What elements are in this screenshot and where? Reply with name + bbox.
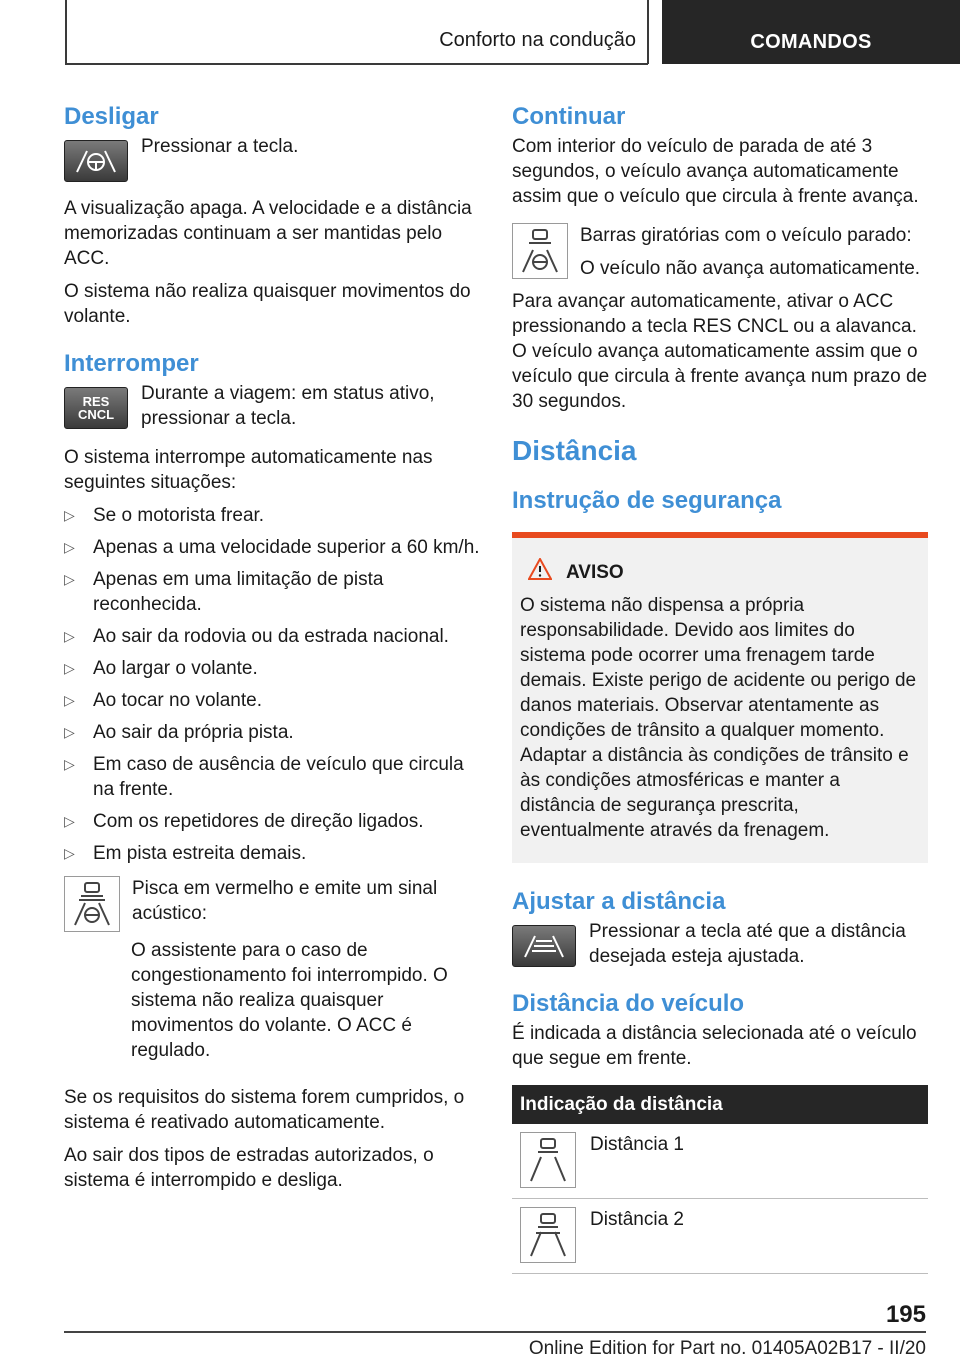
table-row [512,1124,928,1199]
triangle-bullet-icon: ▷ [64,571,75,587]
interromper-key-row [64,381,480,431]
list-item-text: Ao sair da própria pista. [93,722,294,743]
heading-distancia: Distância [512,435,637,466]
header-rule-right [647,0,649,64]
header-rule-bottom [65,63,648,65]
list-item [64,503,480,528]
interromper-paragraph-1: Se os requisitos do sistema forem cumpridos, o sistema é reativado automaticamente. [64,1087,465,1133]
right-column [512,100,928,1274]
interromper-pict-row [64,876,480,932]
list-item [64,841,480,866]
interromper-key-text: Durante a viagem: em status ativo, pressionar a tecla. [141,383,435,429]
traffic-jam-assistant-bars-icon [512,223,568,279]
continuar-pict-text-3: Para avançar automaticamente, ativar o ACC pressionando a tecla RES CNCL ou a alavanca. O veículo avança automaticamente assim que o veículo que circula à frente avança num prazo de 30 segundos. [512,291,928,412]
triangle-bullet-icon: ▷ [64,507,75,523]
desligar-paragraph-2: O sistema não realiza quaisquer movimentos do volante. [64,281,471,327]
ajustar-key-row [512,919,928,969]
triangle-bullet-icon: ▷ [64,724,75,740]
list-item-text: Apenas em uma limitação de pista reconhecida. [93,569,384,615]
footer-edition: Online Edition for Part no. 01405A02B17 - II/20 [528,1338,926,1359]
list-item [64,567,480,617]
traffic-jam-assistant-red-icon [64,876,120,932]
list-item [64,720,480,745]
cncl-key-label: CNCL [77,407,115,422]
continuar-pict-text-2: O veículo não avança automaticamente. [580,258,921,279]
list-item [64,656,480,681]
warning-label: AVISO [566,562,624,583]
heading-distancia-veiculo: Distância do veículo [512,990,745,1017]
heading-instrucao-seguranca: Instrução de segurança [512,487,782,514]
steering-assist-key-icon [64,140,128,182]
triangle-bullet-icon: ▷ [64,756,75,772]
heading-continuar: Continuar [512,103,626,130]
list-item-text: Se o motorista frear. [93,505,265,526]
desligar-key-text: Pressionar a tecla. [141,136,299,157]
distancia-veiculo-text: É indicada a distância selecionada até o veículo que segue em frente. [512,1023,917,1069]
left-column [64,100,480,1193]
list-item-text: Ao sair da rodovia ou da estrada nacional. [93,626,449,647]
table-row [512,1199,928,1274]
header-rule-left [65,0,67,64]
table-header: Indicação da distância [512,1085,928,1124]
triangle-bullet-icon: ▷ [64,845,75,861]
triangle-bullet-icon: ▷ [64,692,75,708]
triangle-bullet-icon: ▷ [64,660,75,676]
interromper-pict-text-2: O assistente para o caso de congestionamento foi interrompido. O sistema não realiza quaisquer movimentos do volante. O ACC é regulado. [131,940,448,1061]
triangle-bullet-icon: ▷ [64,813,75,829]
ajustar-key-text: Pressionar a tecla até que a distância desejada esteja ajustada. [589,921,906,967]
list-item-text: Em caso de ausência de veículo que circula na frente. [93,754,464,800]
list-item-text: Apenas a uma velocidade superior a 60 km/h. [93,537,480,558]
list-item [64,688,480,713]
page-number: 195 [885,1301,926,1328]
footer-rule [64,1331,926,1333]
list-item-text: Ao tocar no volante. [93,690,262,711]
triangle-bullet-icon: ▷ [64,539,75,555]
list-item [64,752,480,802]
warning-text: O sistema não dispensa a própria responsabilidade. Devido aos limites do sistema pode ocorrer uma frenagem tarde demais. Existe perigo de acidente ou perigo de danos materiais. Observar atentamente as condições de trânsito a qualquer momento. Adaptar a distância às condições de trânsito e às condições atmosféricas e manter a distância de segurança prescrita, eventualmente através da frenagem. [520,595,917,841]
res-cncl-key-icon [64,387,128,429]
continuar-paragraph-1: Com interior do veículo de parada de até 3 segundos, o veículo avança automaticamente assim que o veículo que circula à frente avança. [512,136,919,207]
list-item [64,535,480,560]
interromper-paragraph-2: Ao sair dos tipos de estradas autorizados, o sistema é interrompido e desliga. [64,1145,434,1191]
list-item-text: Ao largar o volante. [93,658,258,679]
triangle-bullet-icon: ▷ [64,628,75,644]
interromper-pict-text-1: Pisca em vermelho e emite um sinal acústico: [132,878,438,924]
interrupt-conditions-list [64,503,480,866]
header-chapter-tab[interactable]: COMANDOS [662,0,960,64]
warning-title [520,558,920,587]
heading-ajustar-distancia: Ajustar a distância [512,888,726,915]
list-item-text: Em pista estreita demais. [93,843,307,864]
heading-interromper: Interromper [64,350,199,377]
warning-triangle-icon [528,558,552,587]
warning-box [512,532,928,863]
list-item [64,809,480,834]
list-item [64,624,480,649]
heading-desligar: Desligar [64,103,159,130]
continuar-pict-row [512,223,928,281]
desligar-key-row [64,134,480,182]
header-section-title: Conforto na condução [439,29,636,51]
distance-indication-table [512,1085,928,1274]
table-cell-distance-1: Distância 1 [590,1134,684,1155]
list-item-text: Com os repetidores de direção ligados. [93,811,424,832]
desligar-paragraph-1: A visualização apaga. A velocidade e a distância memorizadas continuam a ser mantidas pelo ACC. [64,198,472,269]
distance-1-icon [520,1132,576,1188]
res-key-label: RES [82,394,110,409]
distance-2-icon [520,1207,576,1263]
continuar-pict-text-1: Barras giratórias com o veículo parado: [580,225,912,246]
interromper-intro: O sistema interrompe automaticamente nas seguintes situações: [64,447,433,493]
table-cell-distance-2: Distância 2 [590,1209,684,1230]
distance-key-icon [512,925,576,967]
